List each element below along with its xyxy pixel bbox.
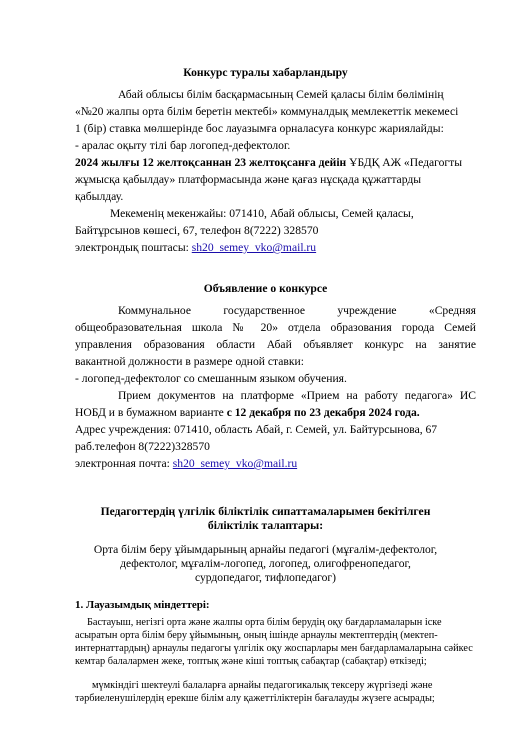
ru-email-link[interactable]: sh20_semey_vko@mail.ru	[172, 457, 298, 470]
ru-phone: раб.телефон 8(7222)328570	[75, 440, 210, 453]
duty1-line3: интернаттардың) арнаулы педагогы үлгілік оқу жоспарлары мен бағдарламаларына сәйкес	[75, 643, 473, 654]
ru-p1-line3: управления образования области Абай объявляет конкурс на занятие	[75, 338, 476, 351]
ru-p1-line1: Коммунальное государственное учреждение «Средняя	[118, 304, 476, 317]
ru-email-line	[75, 457, 297, 471]
duty1-line2: асыратын орта білім беру ұйымының, оның ішінде арнаулы мектептердің (мектеп-	[75, 630, 438, 641]
kz-email-link[interactable]: sh20_semey_vko@mail.ru	[191, 241, 317, 254]
req-title-line2: біліктілік талаптары:	[207, 519, 324, 532]
ru-p2-text: НОБД и в бумажном варианте	[75, 406, 227, 419]
duties-heading: 1. Лауазымдық міндеттері:	[75, 599, 210, 611]
kz-dates: 2024 жылғы 12 желтоқсаннан 23 желтоқсанға дейін	[75, 156, 347, 169]
ru-p1-line4: вакантной должности в размере одной ставки:	[75, 355, 304, 368]
duty2-line1: мүмкіндігі шектеулі балаларға арнайы педагогикалық тексеру жүргізеді және	[92, 680, 433, 691]
req-sub-line3: сурдопедагог, тифлопедагог)	[194, 571, 337, 584]
req-title-line1: Педагогтердің үлгілік біліктілік сипаттамаларымен бекітілген	[100, 505, 431, 518]
kz-address-line2: Байтұрсынов көшесі, 67, телефон 8(7222) 328570	[75, 224, 319, 237]
ru-address: Адрес учреждения: 071410, область Абай, г. Семей, ул. Байтурсынова, 67	[75, 423, 438, 436]
kz-p1-line3: 1 (бір) ставка мөлшерінде бос лауазымға орналасуға конкурс жариялайды:	[75, 122, 444, 135]
ru-p1-line5: - логопед-дефектолог со смешанным языком обучения.	[75, 372, 347, 385]
kz-p2-line3: қабылдау.	[75, 190, 124, 203]
ru-dates: с 12 декабря по 23 декабря 2024 года.	[226, 406, 420, 419]
req-sub-line1: Орта білім беру ұйымдарының арнайы педагогі (мұғалім-дефектолог,	[93, 543, 438, 556]
kz-title: Конкурс туралы хабарландыру	[183, 66, 348, 79]
kz-p1-line2: «№20 жалпы орта білім беретін мектебі» коммуналдық мемлекеттік мекемесі	[75, 105, 459, 118]
duty1-line4: кемтар балалармен жеке, топтық және кіші топтық сабақтар (сабақтар) өткізеді;	[75, 656, 427, 667]
kz-p1-line4: - аралас оқыту тілі бар логопед-дефектолог.	[75, 139, 291, 152]
kz-p2-rest: ҰБДҚ АЖ «Педагогты	[346, 156, 463, 169]
req-sub-line2: дефектолог, мұғалім-логопед, логопед, олигофренопедагог,	[120, 557, 411, 570]
ru-p2-line1: Прием документов на платформе «Прием на работу педагога» ИС	[118, 389, 476, 402]
ru-title: Объявление о конкурсе	[203, 282, 328, 295]
kz-p1-line1: Абай облысы білім басқармасының Семей қаласы білім бөлімінің	[118, 88, 444, 101]
kz-email-label: электрондық поштасы:	[75, 241, 192, 254]
kz-address-line1: Мекеменің мекенжайы: 071410, Абай облысы, Семей қаласы,	[110, 207, 414, 220]
kz-email-line	[75, 241, 316, 255]
duty1-line1: Бастауыш, негізгі орта және жалпы орта білім берудің оқу бағдарламаларын іске	[87, 617, 442, 628]
ru-email-label: электронная почта:	[75, 457, 173, 470]
kz-p2-line2: жұмысқа қабылдау» платформасында және қағаз нұсқада құжаттарды	[75, 173, 422, 186]
ru-p2-line2	[75, 406, 420, 420]
duty2-line2: тәрбиеленушілердің ерекше білім алу қажеттіліктерін бағалауды жүзеге асырады;	[75, 693, 435, 704]
ru-p1-line2: общеобразовательная школа № 20» отдела образования города Семей	[75, 321, 476, 334]
kz-p2-line1	[75, 156, 462, 170]
